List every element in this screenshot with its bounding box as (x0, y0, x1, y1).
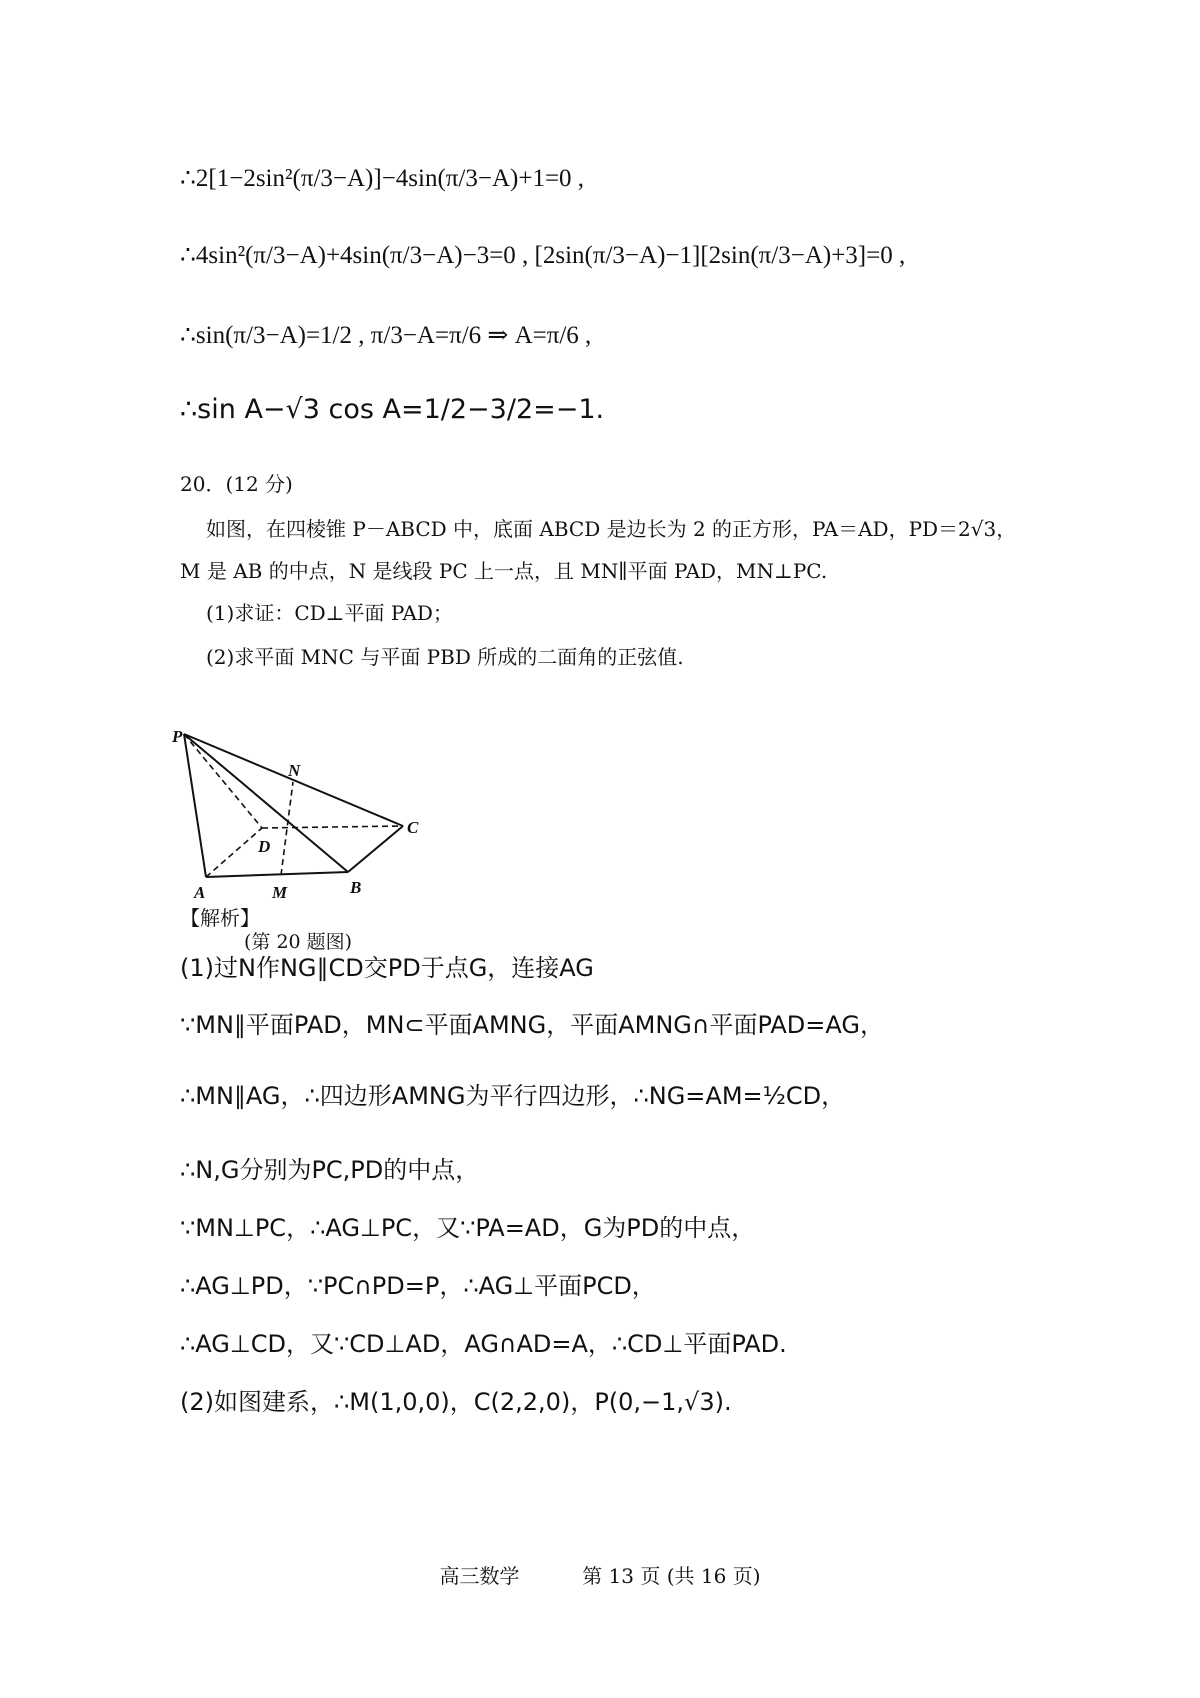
problem-number: 20．(12 分) (180, 472, 293, 496)
edge-PA (184, 734, 206, 877)
problem-stem-2: M 是 AB 的中点，N 是线段 PC 上一点，且 MN∥平面 PAD，MN⊥PC. (180, 559, 828, 583)
page-footer (0, 1560, 1200, 1589)
label-B: B (350, 878, 362, 897)
edge-AB (206, 872, 348, 877)
label-P: P (172, 727, 183, 746)
edge-DC (262, 826, 403, 828)
analysis-step-7: ∴AG⊥CD，又∵CD⊥AD，AG∩AD=A，∴CD⊥平面PAD. (180, 1330, 787, 1358)
figure-caption: (第 20 题图) (244, 931, 353, 953)
analysis-step-1: (1)过N作NG∥CD交PD于点G，连接AG (180, 954, 594, 982)
formula-line-2: ∴4sin²(π/3−A)+4sin(π/3−A)−3=0 , [2sin(π/3−A)−1][2sin(π/3−A)+3]=0 , (180, 242, 906, 269)
label-N: N (288, 761, 301, 780)
question-1: (1)求证：CD⊥平面 PAD； (206, 601, 453, 625)
footer-subject: 高三数学 (439, 1564, 520, 1588)
analysis-step-6: ∴AG⊥PD，∵PC∩PD=P，∴AG⊥平面PCD， (180, 1272, 656, 1300)
analysis-step-5: ∵MN⊥PC，∴AG⊥PC，又∵PA=AD，G为PD的中点， (180, 1214, 756, 1242)
analysis-step-3: ∴MN∥AG，∴四边形AMNG为平行四边形，∴NG=AM=½CD， (180, 1082, 846, 1110)
formula-line-3: ∴sin(π/3−A)=1/2 , π/3−A=π/6 ⇒ A=π/6 , (180, 322, 592, 349)
label-C: C (407, 818, 419, 837)
edge-AD (206, 828, 262, 877)
pyramid-figure (172, 727, 448, 920)
edge-PC (184, 734, 403, 826)
analysis-step-8: (2)如图建系，∴M(1,0,0)，C(2,2,0)，P(0,−1,√3). (180, 1388, 732, 1416)
formula-line-1: ∴2[1−2sin²(π/3−A)]−4sin(π/3−A)+1=0 , (180, 165, 585, 192)
label-D: D (258, 837, 271, 856)
formula-line-4: ∴sin A−√3 cos A=1/2−3/2=−1. (180, 394, 605, 425)
edge-BC (348, 826, 403, 872)
label-M: M (272, 883, 288, 902)
analysis-step-4: ∴N,G分别为PC,PD的中点， (180, 1156, 480, 1184)
problem-stem-1: 如图，在四棱锥 P－ABCD 中，底面 ABCD 是边长为 2 的正方形，PA＝AD，PD＝2√3， (206, 517, 1017, 541)
question-2: (2)求平面 MNC 与平面 PBD 所成的二面角的正弦值. (206, 645, 684, 669)
label-A: A (194, 883, 206, 902)
analysis-step-2: ∵MN∥平面PAD，MN⊂平面AMNG，平面AMNG∩平面PAD=AG， (180, 1011, 884, 1039)
footer-page-number: 第 13 页 (共 16 页) (582, 1564, 761, 1588)
analysis-heading: 【解析】 (180, 906, 260, 930)
